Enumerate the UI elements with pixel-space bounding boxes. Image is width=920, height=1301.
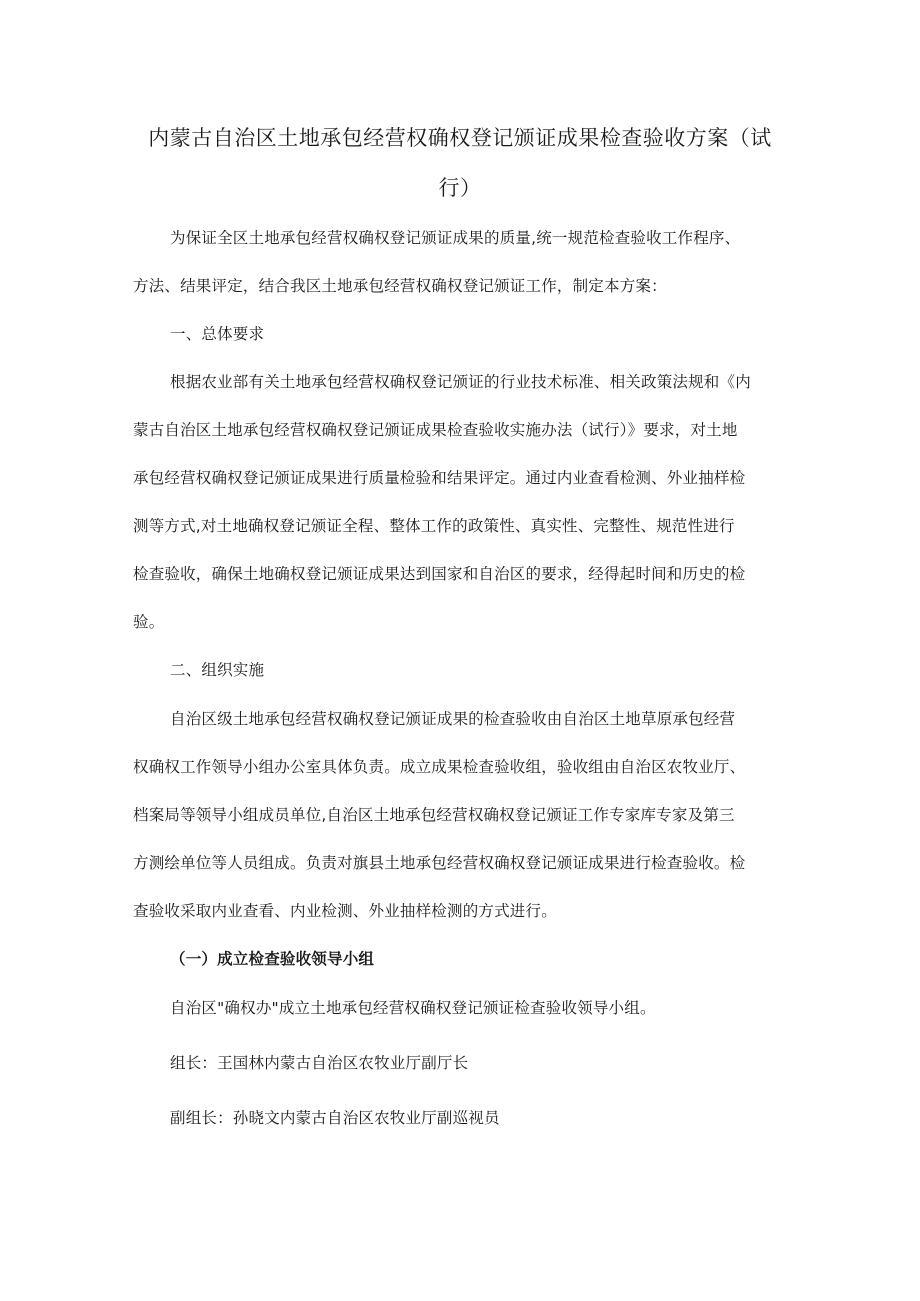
section-1-line-2: 蒙古自治区土地承包经营权确权登记颁证成果检查验收实施办法（试行）》要求，对土地 bbox=[133, 421, 738, 439]
section-1-line-4: 测等方式,对土地确权登记颁证全程、整体工作的政策性、真实性、完整性、规范性进行 bbox=[133, 517, 735, 535]
document-title-line-2: 行） bbox=[438, 176, 482, 200]
intro-line-1: 为保证全区土地承包经营权确权登记颁证成果的质量,统一规范检查验收工作程序、 bbox=[170, 229, 741, 247]
group-leader: 组长：王国林内蒙古自治区农牧业厅副厅长 bbox=[170, 1054, 469, 1072]
section-2-heading: 二、组织实施 bbox=[170, 661, 265, 679]
section-1-line-6: 验。 bbox=[133, 613, 165, 631]
section-2-line-1: 自治区级土地承包经营权确权登记颁证成果的检查验收由自治区土地草原承包经营 bbox=[170, 710, 736, 728]
subsection-1-heading: （一）成立检查验收领导小组 bbox=[170, 950, 375, 968]
section-1-line-1: 根据农业部有关土地承包经营权确权登记颁证的行业技术标准、相关政策法规和《内 bbox=[170, 373, 751, 391]
section-2-line-3: 档案局等领导小组成员单位,自治区土地承包经营权确权登记颁证工作专家库专家及第三 bbox=[133, 806, 735, 824]
deputy-group-leader: 副组长：孙晓文内蒙古自治区农牧业厅副巡视员 bbox=[170, 1109, 500, 1127]
document-title-line-1: 内蒙古自治区土地承包经营权确权登记颁证成果检查验收方案（试 bbox=[148, 126, 772, 150]
section-2-line-4: 方测绘单位等人员组成。负责对旗县土地承包经营权确权登记颁证成果进行检查验收。检 bbox=[133, 854, 746, 872]
subsection-1-body: 自治区"确权办"成立土地承包经营权确权登记颁证检查验收领导小组。 bbox=[170, 999, 656, 1017]
section-2-line-5: 查验收采取内业查看、内业检测、外业抽样检测的方式进行。 bbox=[133, 902, 557, 920]
intro-line-2: 方法、结果评定，结合我区土地承包经营权确权登记颁证工作，制定本方案： bbox=[133, 277, 667, 295]
section-1-heading: 一、总体要求 bbox=[170, 325, 265, 343]
section-1-line-3: 承包经营权确权登记颁证成果进行质量检验和结果评定。通过内业查看检测、外业抽样检 bbox=[133, 469, 746, 487]
section-1-line-5: 检查验收，确保土地确权登记颁证成果达到国家和自治区的要求，经得起时间和历史的检 bbox=[133, 565, 746, 583]
section-2-line-2: 权确权工作领导小组办公室具体负责。成立成果检查验收组，验收组由自治区农牧业厅、 bbox=[133, 758, 746, 776]
